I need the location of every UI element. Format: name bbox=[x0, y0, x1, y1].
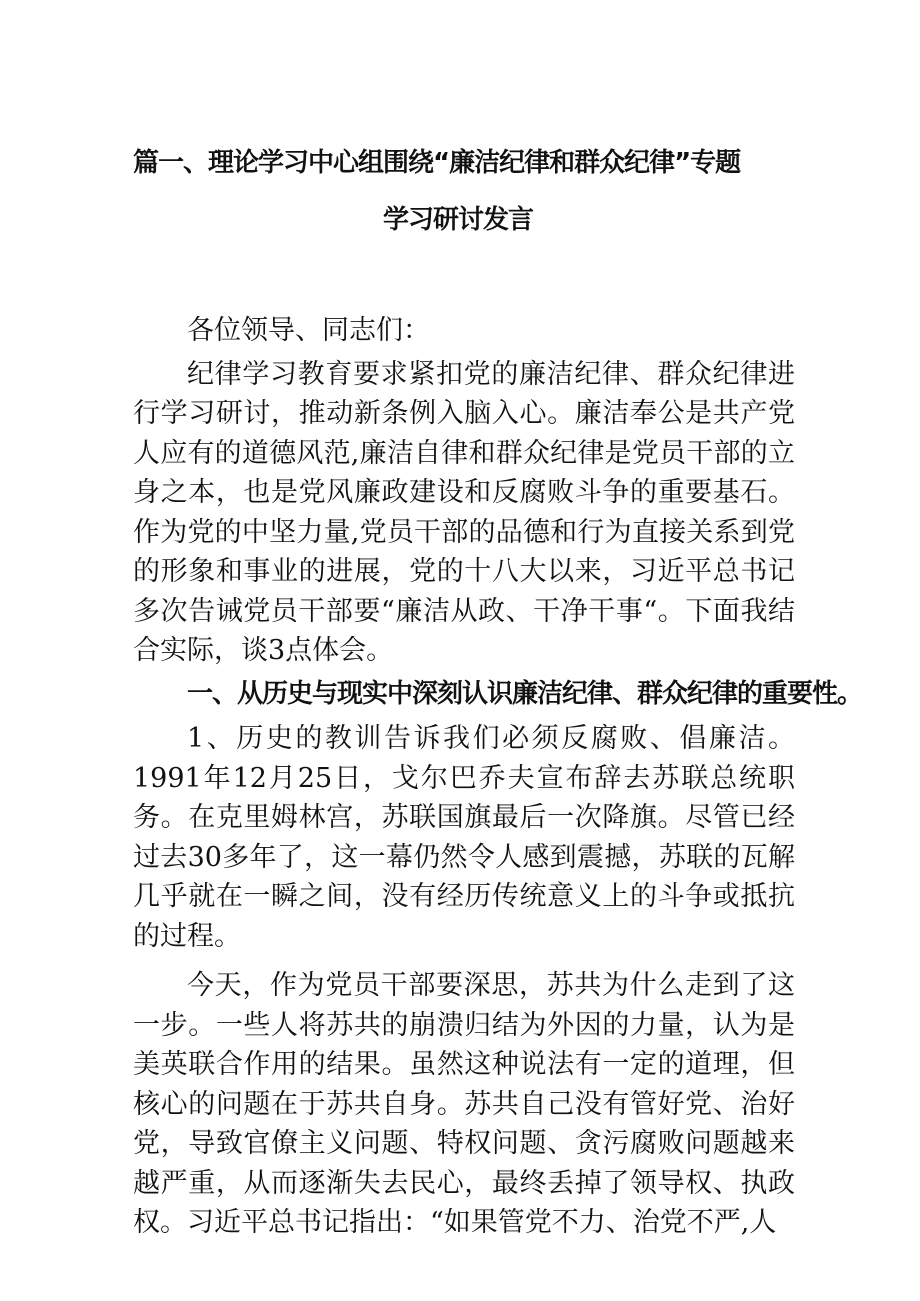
document-subtitle: 学习研讨发言 bbox=[383, 205, 534, 235]
greeting: 各位领导、同志们： bbox=[187, 315, 430, 346]
paragraph-intro: 纪律学习教育要求紧扣党的廉洁纪律、群众纪律进行学习研讨，推动新条例入脑入心。廉洁奉公是共产党人应有的道德风范,廉洁自律和群众纪律是党员干部的立身之本，也是党风廉政建设和反腐败斗争的重要基石。作为党的中坚力量,党员干部的品德和行为直接关系到党的形象和事业的进展，党的十八大以来，习近平总书记多次告诫党员干部要“廉洁从政、干净干事“。下面我结合实际，谈3点体会。 bbox=[133, 358, 795, 666]
document-body bbox=[133, 311, 863, 1243]
section-heading-1: 一、从历史与现实中深刻认识廉洁纪律、群众纪律的重要性。 bbox=[187, 678, 863, 709]
paragraph-history: 1、历史的教训告诉我们必须反腐败、倡廉洁。1991年12月25日，戈尔巴乔夫宣布辞去苏联总统职务。在克里姆林宫，苏联国旗最后一次降旗。尽管已经过去30多年了，这一幕仍然令人感到震撼，苏联的瓦解几乎就在一瞬之间，没有经历传统意义上的斗争或抵抗的过程。 bbox=[133, 723, 795, 952]
document-title: 篇一、理论学习中心组围绕“廉洁纪律和群众纪律”专题 bbox=[133, 148, 741, 178]
paragraph-today: 今天，作为党员干部要深思，苏共为什么走到了这一步。一些人将苏共的崩溃归结为外因的力量，认为是美英联合作用的结果。虽然这种说法有一定的道理，但核心的问题在于苏共自身。苏共自己没有管好党、治好党，导致官僚主义问题、特权问题、贪污腐败问题越来越严重，从而逐渐失去民心，最终丢掉了领导权、执政权。习近平总书记指出：“如果管党不力、治党不严,人 bbox=[133, 970, 795, 1238]
